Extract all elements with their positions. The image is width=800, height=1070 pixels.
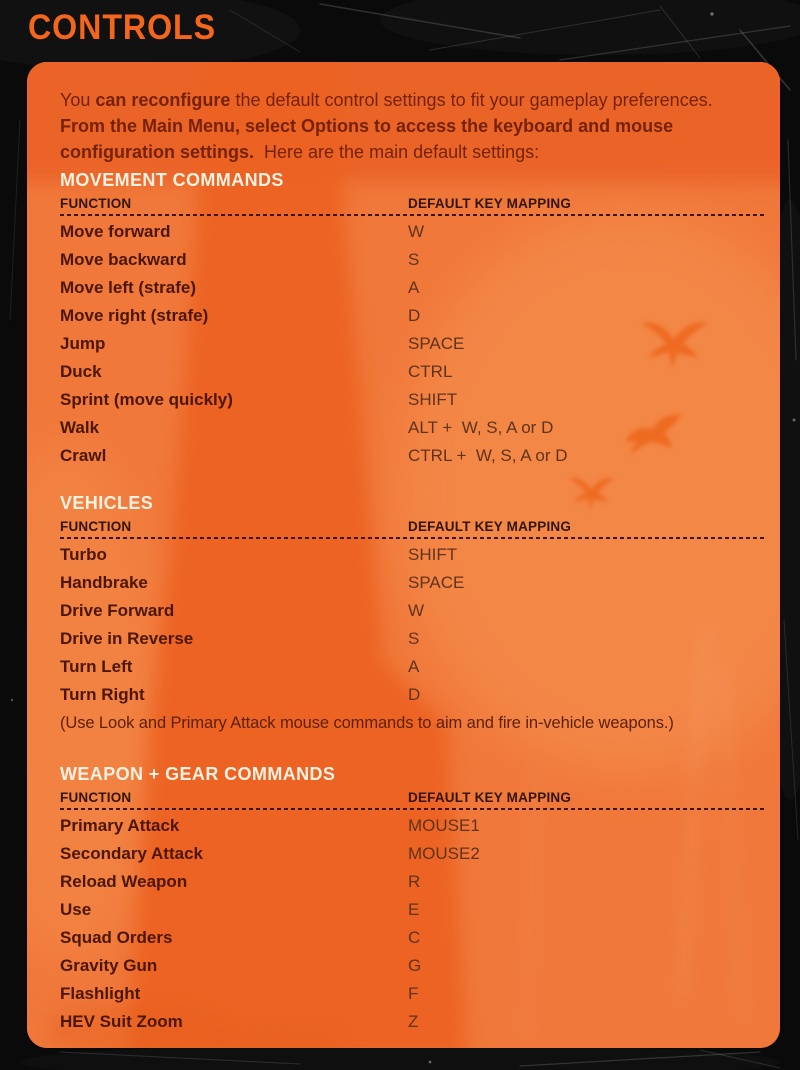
section-title: WEAPON + GEAR COMMANDS (60, 764, 336, 784)
table-row (60, 246, 766, 274)
key-mapping-value: F (408, 984, 419, 1003)
key-mapping-value: SHIFT (408, 545, 458, 564)
key-mapping-value: C (408, 928, 421, 947)
table-row (60, 924, 766, 952)
function-label: Drive in Reverse (60, 629, 194, 648)
function-label: Secondary Attack (60, 844, 203, 863)
key-mapping-value: ALT + W, S, A or D (408, 418, 554, 437)
function-label: Flashlight (60, 984, 141, 1003)
table-rows (60, 218, 766, 470)
controls-panel (27, 62, 780, 1048)
function-label: HEV Suit Zoom (60, 1012, 183, 1031)
function-label: Walk (60, 418, 100, 437)
column-headers (60, 789, 766, 805)
intro-text: You (60, 90, 96, 110)
section-title: MOVEMENT COMMANDS (60, 170, 284, 190)
key-mapping-value: SHIFT (408, 390, 458, 409)
dotted-divider (60, 808, 766, 810)
table-row (60, 681, 766, 709)
function-label: Turbo (60, 545, 107, 564)
function-label: Use (60, 900, 92, 919)
table-row (60, 896, 766, 924)
table-row (60, 386, 766, 414)
table-row (60, 653, 766, 681)
table-row (60, 625, 766, 653)
function-label: Reload Weapon (60, 872, 188, 891)
key-mapping-value: W (408, 222, 425, 241)
key-mapping-value: MOUSE1 (408, 816, 480, 835)
function-label: Duck (60, 362, 102, 381)
table-rows (60, 812, 766, 1036)
key-mapping-value: MOUSE2 (408, 844, 480, 863)
table-row (60, 952, 766, 980)
function-label: Drive Forward (60, 601, 175, 620)
table-row (60, 840, 766, 868)
key-mapping-value: CTRL + W, S, A or D (408, 446, 568, 465)
vehicles-note: (Use Look and Primary Attack mouse commands to aim and fire in-vehicle weapons.) (60, 713, 674, 732)
intro-text: Here are the main default settings: (254, 142, 540, 162)
table-row (60, 358, 766, 386)
function-label: Turn Left (60, 657, 133, 676)
key-mapping-value: S (408, 250, 420, 269)
function-label: Move backward (60, 250, 187, 269)
function-label: Move right (strafe) (60, 306, 209, 325)
column-header-function: FUNCTION (60, 518, 132, 534)
section-title: VEHICLES (60, 493, 154, 513)
table-row (60, 442, 766, 470)
intro-bold-reconfigure: can reconfigure (95, 90, 231, 110)
function-label: Move forward (60, 222, 171, 241)
panel-content (27, 62, 780, 1048)
table-row (60, 302, 766, 330)
key-mapping-value: SPACE (408, 573, 465, 592)
key-mapping-value: SPACE (408, 334, 465, 353)
key-mapping-value: CTRL (408, 362, 453, 381)
function-label: Primary Attack (60, 816, 180, 835)
column-header-mapping: DEFAULT KEY MAPPING (408, 195, 572, 211)
key-mapping-value: Z (408, 1012, 419, 1031)
intro-text: the default control settings to fit your gameplay preferences. (230, 90, 718, 110)
key-mapping-value: D (408, 306, 421, 325)
table-row (60, 414, 766, 442)
function-label: Handbrake (60, 573, 148, 592)
table-row (60, 330, 766, 358)
section-movement-commands (60, 169, 766, 470)
dotted-divider (60, 214, 766, 216)
column-headers (60, 518, 766, 534)
function-label: Gravity Gun (60, 956, 158, 975)
intro-bold-options: From the Main Menu, select Options to access the keyboard and mouse configuration settings. (60, 116, 679, 162)
page-title: CONTROLS (28, 8, 217, 47)
column-header-mapping: DEFAULT KEY MAPPING (408, 789, 572, 805)
key-mapping-value: R (408, 872, 421, 891)
column-headers (60, 195, 766, 211)
intro-paragraph (60, 87, 722, 165)
key-mapping-value: G (408, 956, 422, 975)
table-rows (60, 541, 766, 709)
column-header-function: FUNCTION (60, 789, 132, 805)
dotted-divider (60, 537, 766, 539)
key-mapping-value: W (408, 601, 425, 620)
table-row (60, 868, 766, 896)
function-label: Sprint (move quickly) (60, 390, 233, 409)
key-mapping-value: E (408, 900, 420, 919)
function-label: Squad Orders (60, 928, 173, 947)
table-row (60, 274, 766, 302)
table-row (60, 597, 766, 625)
key-mapping-value: A (408, 278, 420, 297)
table-row (60, 569, 766, 597)
table-row (60, 812, 766, 840)
function-label: Turn Right (60, 685, 145, 704)
section-vehicles (60, 492, 766, 737)
section-weapon-gear-commands (60, 763, 766, 1036)
table-row (60, 1008, 766, 1036)
key-mapping-value: A (408, 657, 420, 676)
table-row (60, 980, 766, 1008)
table-row (60, 541, 766, 569)
function-label: Crawl (60, 446, 107, 465)
key-mapping-value: S (408, 629, 420, 648)
column-header-mapping: DEFAULT KEY MAPPING (408, 518, 572, 534)
key-mapping-value: D (408, 685, 421, 704)
function-label: Jump (60, 334, 106, 353)
column-header-function: FUNCTION (60, 195, 132, 211)
function-label: Move left (strafe) (60, 278, 197, 297)
table-row (60, 218, 766, 246)
